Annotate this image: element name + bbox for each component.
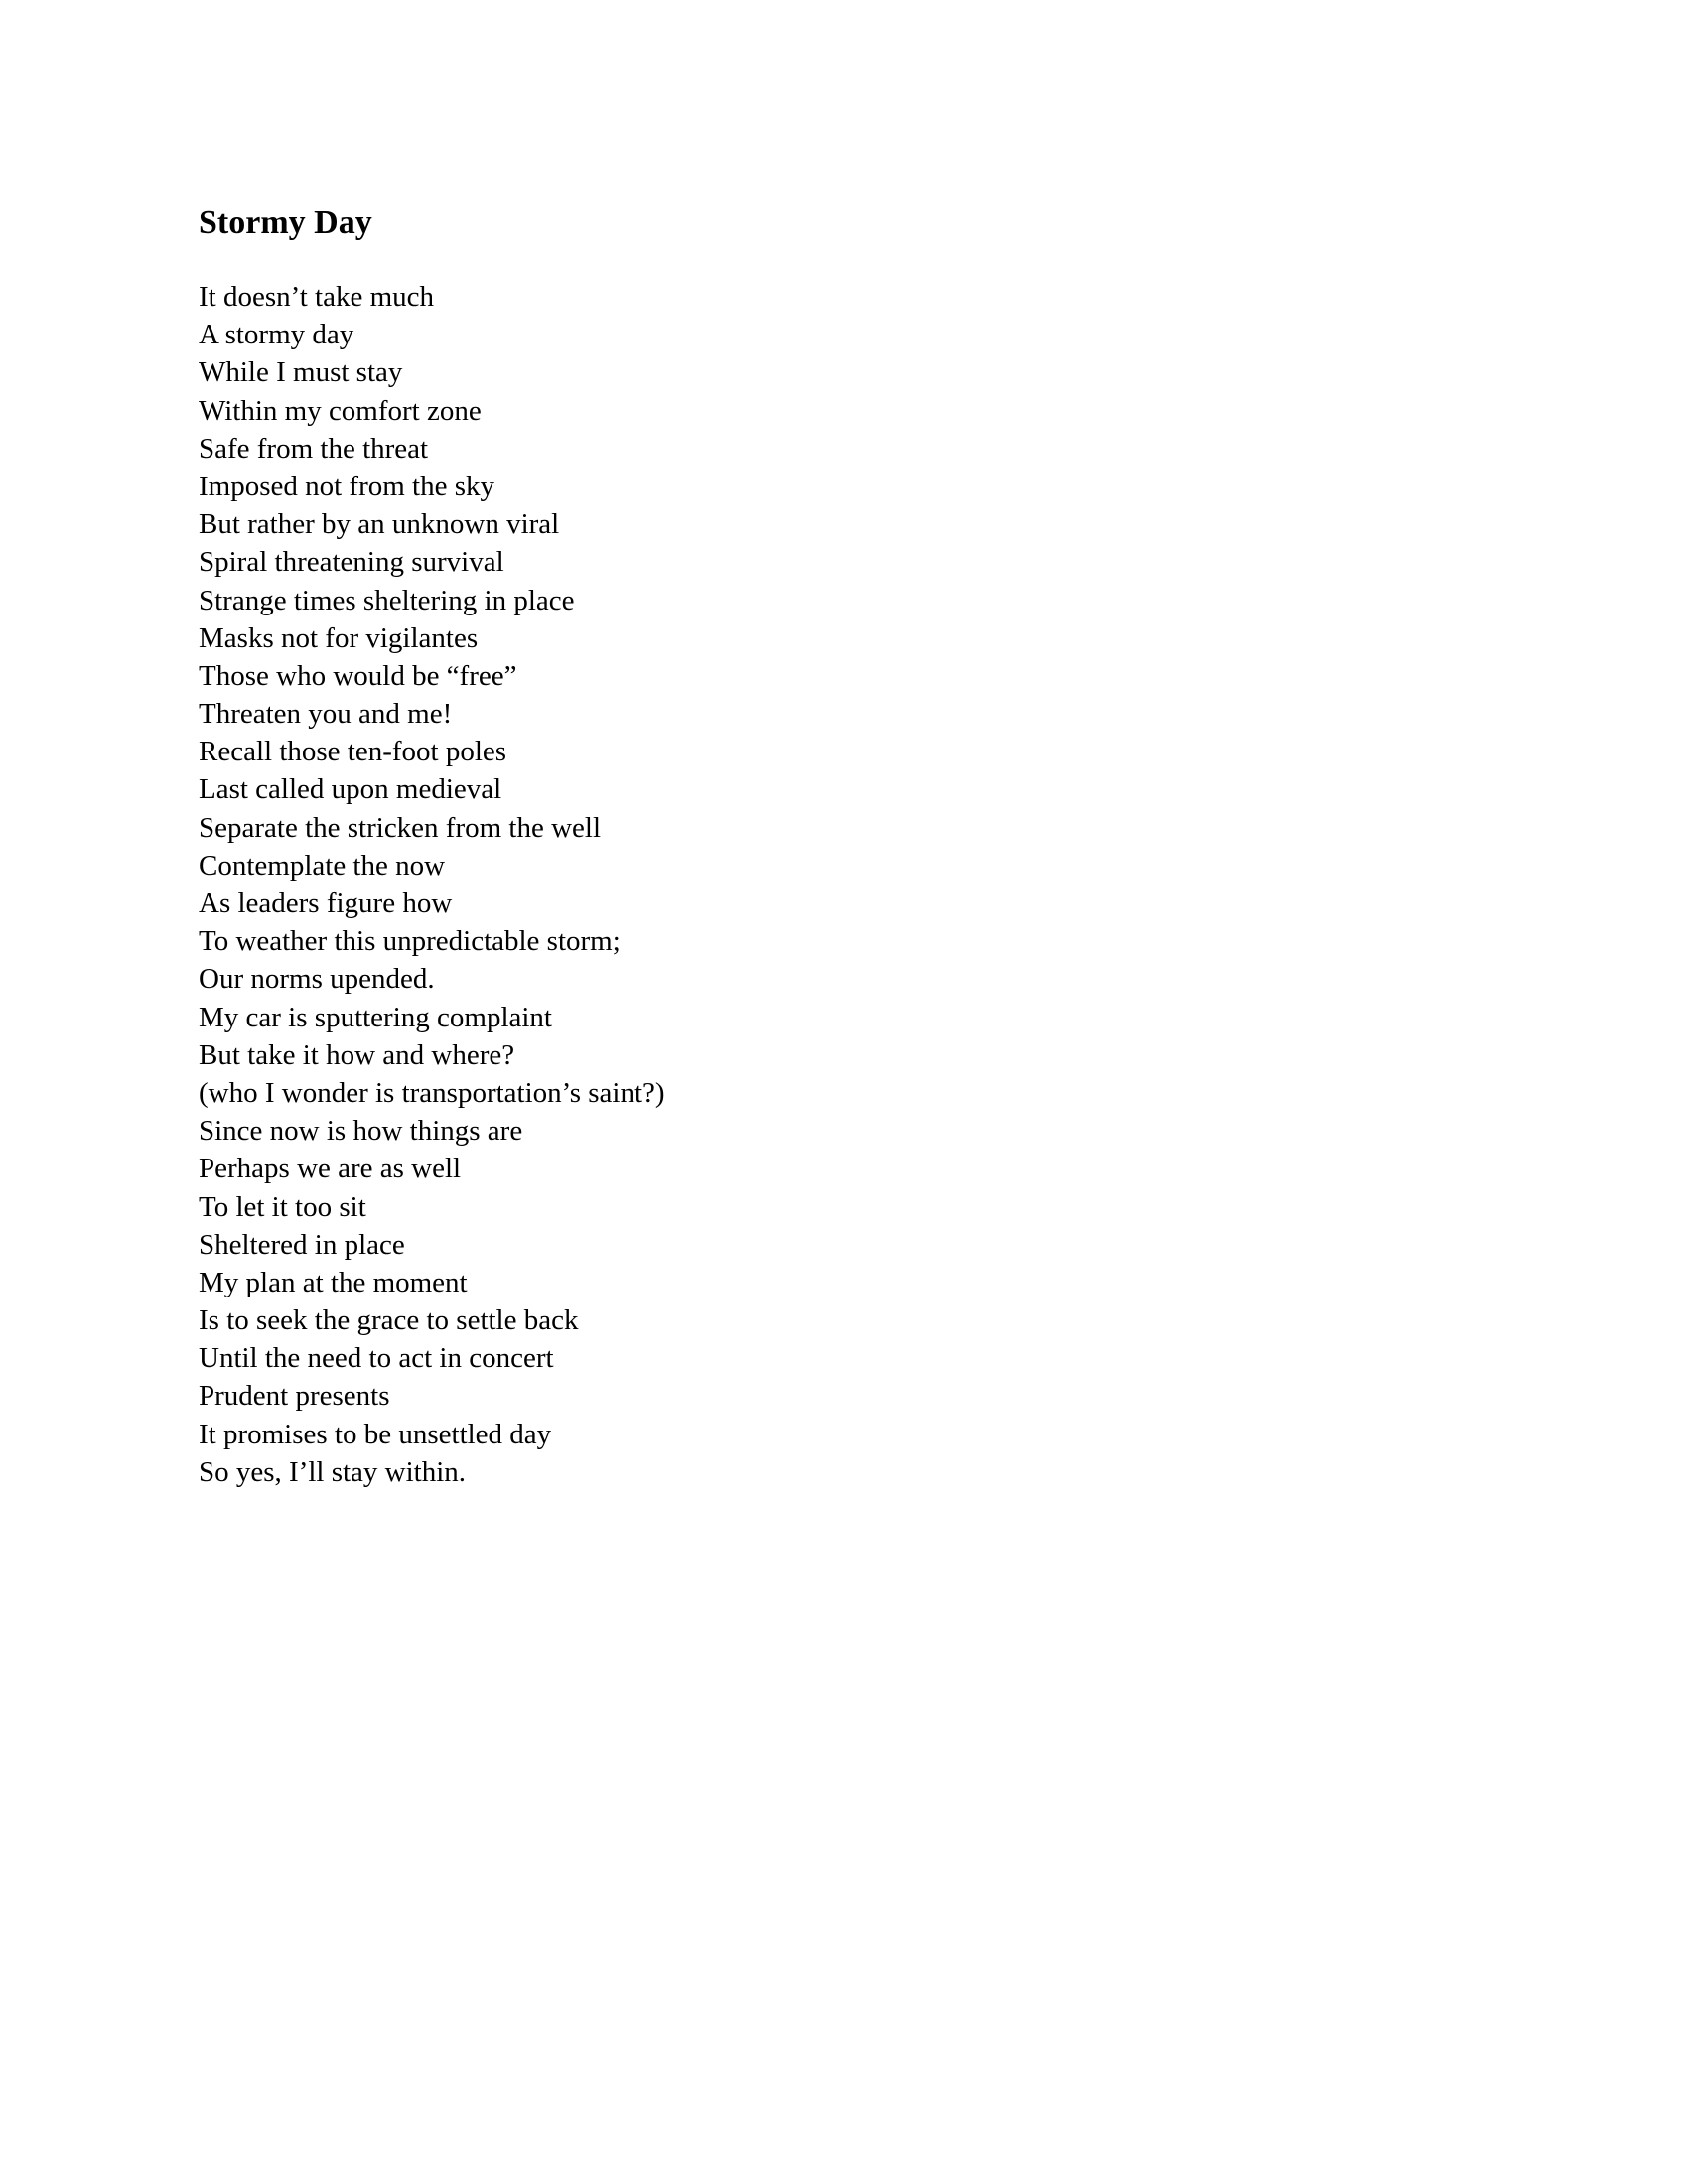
poem-line: Threaten you and me! — [199, 698, 453, 731]
poem-line: To let it too sit — [199, 1190, 366, 1223]
poem-line: Last called upon medieval — [199, 773, 502, 806]
poem-title: Stormy Day — [199, 205, 372, 241]
poem-line: Masks not for vigilantes — [199, 621, 479, 654]
poem-line: My car is sputtering complaint — [199, 1001, 552, 1033]
poem-line: My plan at the moment — [199, 1266, 468, 1298]
poem-line: Separate the stricken from the well — [199, 811, 602, 844]
poem-line: Spiral threatening survival — [199, 546, 504, 579]
poem-line: It promises to be unsettled day — [199, 1418, 552, 1450]
poem-line: Imposed not from the sky — [199, 470, 495, 502]
poem-line: So yes, I’ll stay within. — [199, 1455, 467, 1488]
poem-line: As leaders figure how — [199, 887, 453, 919]
poem-line: Safe from the threat — [199, 432, 429, 465]
poem-line: Since now is how things are — [199, 1115, 523, 1148]
poem-line: It doesn’t take much — [199, 281, 435, 313]
poem-line: Recall those ten-foot poles — [199, 736, 507, 768]
poem-line: But rather by an unknown viral — [199, 508, 560, 541]
poem-line: Contemplate the now — [199, 849, 446, 882]
poem-line: Our norms upended. — [199, 963, 435, 996]
poem-line: Is to seek the grace to settle back — [199, 1304, 579, 1337]
poem-line: (who I wonder is transportation’s saint?) — [199, 1076, 665, 1109]
poem-line: Strange times sheltering in place — [199, 584, 575, 616]
poem-line: But take it how and where? — [199, 1038, 515, 1071]
poem-line: Prudent presents — [199, 1380, 390, 1413]
poem-line: A stormy day — [199, 319, 354, 351]
poem-body — [199, 278, 665, 1491]
poem-line: Within my comfort zone — [199, 394, 482, 427]
poem-line: Perhaps we are as well — [199, 1153, 462, 1185]
poem-line: Sheltered in place — [199, 1228, 405, 1261]
poem-line: Those who would be “free” — [199, 659, 517, 692]
poem-line: To weather this unpredictable storm; — [199, 925, 621, 958]
poem-line: While I must stay — [199, 356, 403, 389]
poem-line: Until the need to act in concert — [199, 1342, 554, 1375]
